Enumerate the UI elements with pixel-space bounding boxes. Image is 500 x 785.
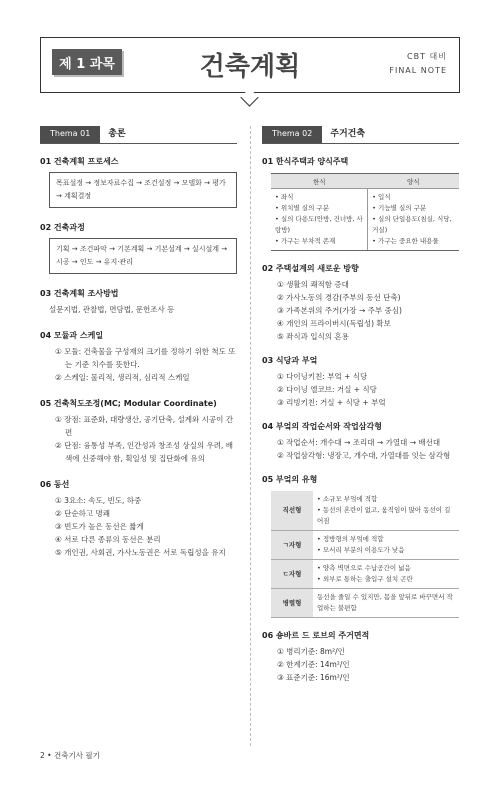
section-title: 02 주택설계의 새로운 방향 — [262, 264, 359, 273]
section-title: 02 건축과정 — [40, 223, 85, 232]
section-title: 06 숑바르 드 로브의 주거면적 — [262, 631, 370, 640]
table-row — [271, 560, 459, 589]
section-title: 01 건축계획 프로세스 — [40, 157, 119, 166]
table-cell — [313, 491, 459, 531]
cell-line: • 양측 벽면으로 수납공간이 넓음 — [317, 564, 411, 572]
cell-line: • 가구는 부차적 존재 — [275, 237, 336, 245]
section-title: 01 한식주택과 양식주택 — [262, 157, 349, 166]
housing-comparison-table — [271, 173, 459, 251]
kitchen-type-table — [271, 491, 459, 618]
thema-heading — [40, 126, 237, 144]
list-item: ② 스케일: 물리적, 생리적, 심리적 스케일 — [55, 373, 190, 382]
table-row — [271, 531, 459, 560]
list-item: ③ 빈도가 높은 동선은 짧게 — [55, 522, 144, 531]
section-title: 05 부엌의 유형 — [262, 475, 318, 484]
page-footer: 2 • 건축기사 필기 — [40, 751, 100, 760]
table-cell — [368, 189, 459, 251]
list-item: ② 단점: 융통성 부족, 인간성과 창조성 상실의 우려, 배색에 신중해야 함, 획일성 및 집단화에 유의 — [55, 441, 233, 463]
list-item: ③ 표준기준: 16m²/인 — [277, 673, 350, 682]
right-column — [262, 126, 459, 684]
cell-line: • 모서리 부분의 이용도가 낮음 — [317, 546, 405, 554]
list-item: ① 모듈: 건축물을 구성재의 크기를 정하기 위한 척도 또는 기준 치수를 뜻한다. — [55, 347, 236, 369]
thema-tag: Thema 02 — [262, 126, 322, 143]
page-title: 건축계획 — [199, 52, 301, 82]
section-title: 03 식당과 부엌 — [262, 356, 318, 365]
table-cell — [271, 189, 368, 251]
table-row — [271, 589, 459, 618]
list-item: ① 장점: 표준화, 대량생산, 공기단축, 설계와 시공이 간편 — [55, 415, 233, 437]
row-label: 병렬형 — [271, 589, 313, 618]
cell-line: • 동선의 혼란이 없고, 움직임이 많아 동선이 길어짐 — [317, 506, 451, 525]
list-item: ⑤ 좌식과 입식의 혼용 — [277, 332, 349, 341]
table-header: 양식 — [368, 174, 459, 189]
cell-line: • 입식 — [372, 193, 391, 201]
table-row — [271, 491, 459, 531]
list-item: ④ 개인의 프라이버시(독립성) 확보 — [277, 319, 391, 328]
thema-tag: Thema 01 — [40, 126, 100, 143]
row-label: ㄷ자형 — [271, 560, 313, 589]
list-item: ③ 가족본위의 주거(가장 → 주부 중심) — [277, 306, 402, 315]
row-label: 직선형 — [271, 491, 313, 531]
column-divider — [250, 126, 251, 746]
left-column — [40, 126, 237, 559]
table-cell — [313, 589, 459, 618]
cell-line: • 정방형의 부엌에 적합 — [317, 535, 384, 543]
list-item: ① 다이닝키친: 부엌 + 식당 — [277, 372, 368, 381]
list-item: ① 3요소: 속도, 빈도, 하중 — [55, 496, 142, 505]
cell-line: • 좌식 — [275, 193, 294, 201]
list-item: ① 작업순서: 개수대 → 조리대 → 가열대 → 배선대 — [277, 438, 441, 447]
section-title: 03 건축계획 조사방법 — [40, 289, 119, 298]
section-title: 04 모듈과 스케일 — [40, 331, 104, 340]
cell-line: • 실의 단일용도(침실, 식당, 거실) — [372, 215, 452, 234]
cell-line: • 위치별 실의 구분 — [275, 204, 329, 212]
cell-line: 동선을 줄일 수 있지만, 몸을 앞뒤로 바꾸면서 작업하는 불편함 — [317, 593, 453, 612]
table-cell — [313, 560, 459, 589]
list-item: ① 병리기준: 8m²/인 — [277, 647, 345, 656]
list-item: ① 생활의 쾌적함 증대 — [277, 280, 349, 289]
list-item: ② 가사노동의 경감(주부의 동선 단축) — [277, 293, 401, 302]
process-box: 목표설정 → 정보자료수집 → 조건설정 → 모델화 → 평가 → 계획결정 — [49, 172, 237, 208]
row-label: ㄱ자형 — [271, 531, 313, 560]
cell-line: • 가구는 중요한 내용물 — [372, 237, 439, 245]
cell-line: • 소규모 부엌에 적합 — [317, 495, 378, 503]
thema-heading — [262, 126, 459, 144]
header-box — [40, 37, 460, 93]
cell-line: • 기능별 실의 구분 — [372, 204, 427, 212]
final-note-label: FINAL NOTE — [389, 66, 447, 75]
section-body: 설문지법, 관찰법, 면담법, 문헌조사 등 — [49, 305, 175, 314]
table-cell — [313, 531, 459, 560]
subject-badge: 제 1 과목 — [52, 49, 122, 75]
cell-line: • 외부로 통하는 출입구 설치 곤란 — [317, 575, 413, 583]
list-item: ② 단순하고 명쾌 — [55, 509, 110, 518]
list-item: ② 다이닝 엘코브: 거실 + 식당 — [277, 385, 377, 394]
thema-title: 주거건축 — [330, 129, 366, 139]
list-item: ② 작업삼각형: 냉장고, 개수대, 가열대를 잇는 삼각형 — [277, 451, 451, 460]
process-box: 기획 → 조건파악 → 기본계획 → 기본설계 → 실시설계 → 시공 → 인도 → 유지·관리 — [49, 238, 237, 274]
list-item: ③ 리빙키친: 거실 + 식당 + 부엌 — [277, 398, 386, 407]
section-title: 05 건축척도조정(MC; Modular Coordinate) — [40, 399, 217, 408]
list-item: ⑤ 개인권, 사회권, 가사노동권은 서로 독립성을 유지 — [55, 548, 226, 557]
section-title: 04 부엌의 작업순서와 작업삼각형 — [262, 422, 382, 431]
list-item: ④ 서로 다른 종류의 동선은 분리 — [55, 535, 161, 544]
table-header: 한식 — [271, 174, 368, 189]
list-item: ② 한계기준: 14m²/인 — [277, 660, 350, 669]
thema-title: 총론 — [108, 129, 126, 139]
section-title: 06 동선 — [40, 480, 70, 489]
cell-line: • 실의 다용도(안방, 건너방, 사랑방) — [275, 215, 363, 234]
cbt-label: CBT 대비 — [407, 52, 447, 61]
